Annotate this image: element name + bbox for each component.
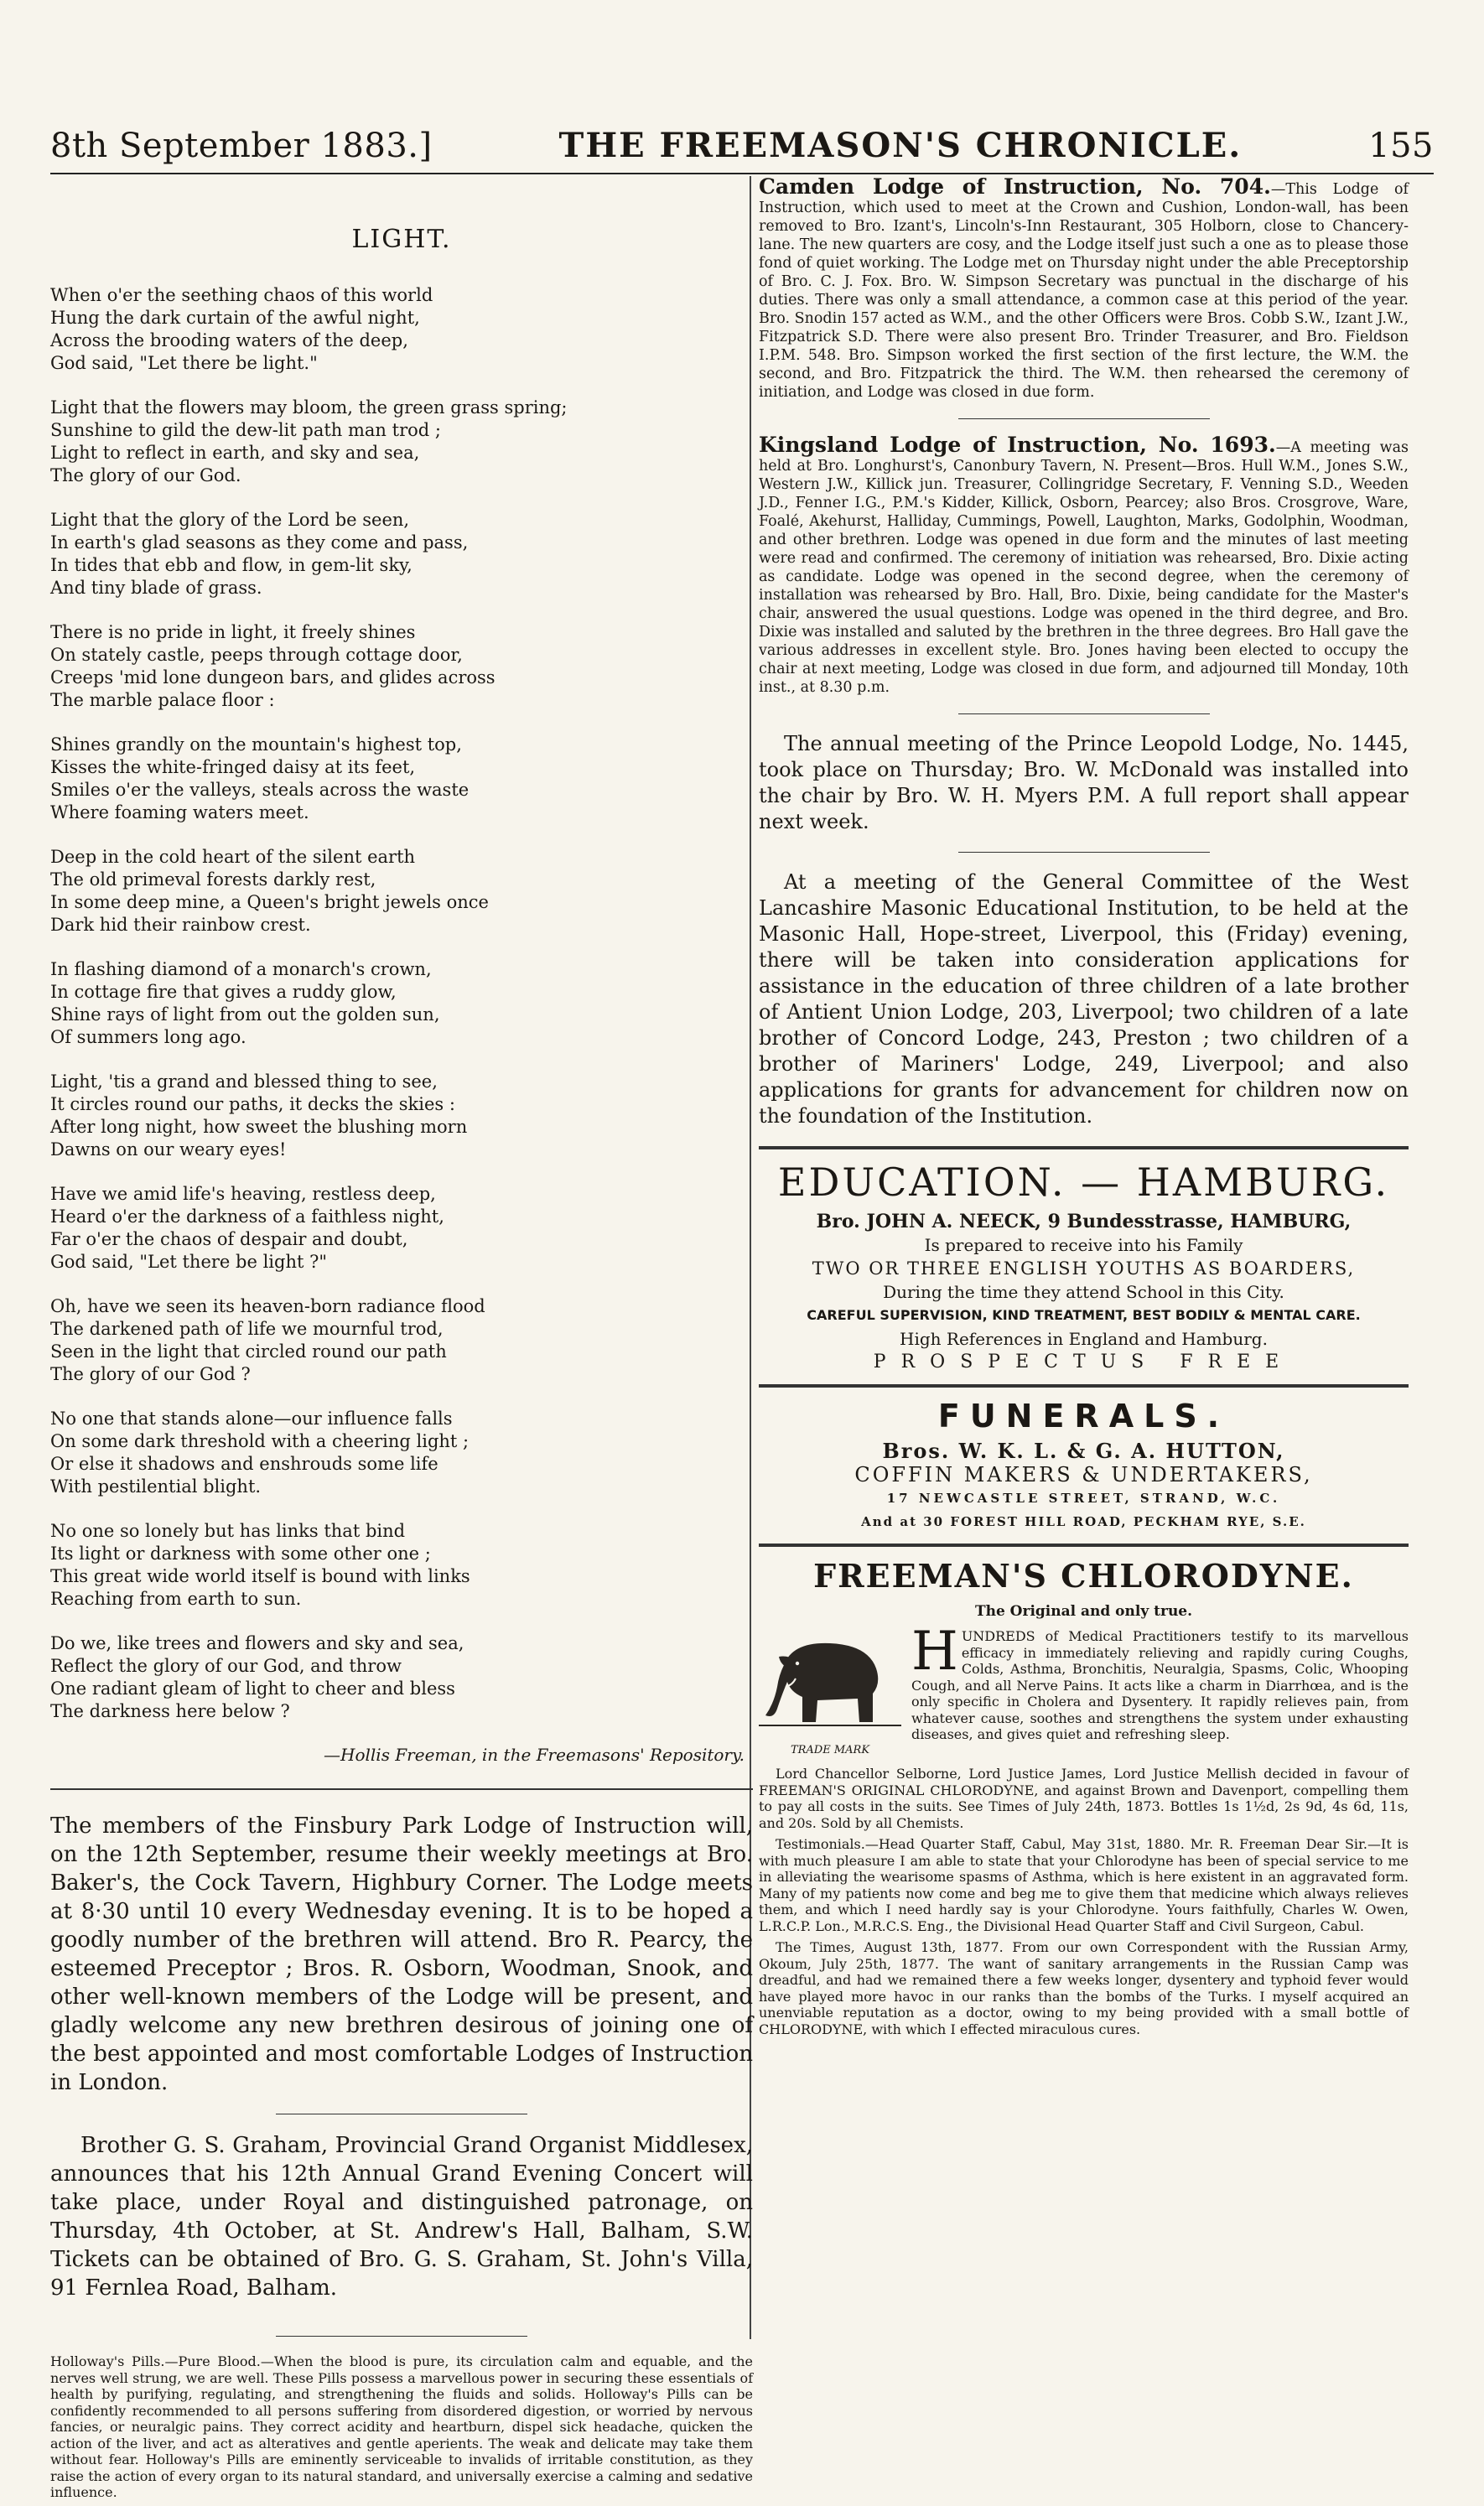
poem-stanza [50, 509, 753, 599]
funerals-title: FUNERALS. [937, 1398, 1230, 1435]
poem-line: Reaching from earth to sun. [50, 1589, 302, 1609]
poem-stanza [50, 1632, 753, 1723]
poem-line: The glory of our God ? [50, 1364, 251, 1384]
issue-date: 8th September 1883.] [50, 127, 433, 165]
elephant-trademark [759, 1632, 901, 1757]
camden-body: —This Lodge of Instruction, which used to meet at the Crown and Cushion, London-wall, has been removed to Bro. Izant's, Lincoln's-Inn Restaurant, 305 Holborn, close to Chancery-lane. The new quarters are cosy, and the Lodge itself just such a one as to please those fond of quiet working. The Lodge met on Thursday night under the able Preceptorship of Bro. C. J. Fox. Bro. W. Simpson Secretary was punctual in the discharge of his duties. There was only a small attendance, a common case at this period of the year. Bro. Snodin 157 acted as W.M., and the other Officers were Bros. Cobb S.W., Izant J.W., Fitzpatrick S.D. There were also present Bro. Trinder Treasurer, and Bro. Fieldson I.P.M. 548. Bro. Simpson worked the first section of the first lecture, the W.M. the second, and Bro. Fitzpatrick the third. The W.M. then rehearsed the ceremony of initiation, and Lodge was closed in due form. [759, 181, 1409, 401]
article-lancashire: At a meeting of the General Committee of the West Lancashire Masonic Educational Institution, to be held at the Masonic Hall, Hope-street, Liverpool, this (Friday) evening, there will be taken into consideration applications for assistance in the education of three children of a late brother of Antient Union Lodge, 203, Liverpool; two children of a late brother of Concord Lodge, 243, Preston ; two children of a brother of Mariners' Lodge, 249, Liverpool; and also applications for grants for advancement for children now on the foundation of the Institution. [759, 870, 1409, 1128]
poem-line: The darkness here below ? [50, 1701, 290, 1721]
dropcap-letter: H [911, 1621, 958, 1683]
article-camden [759, 174, 1409, 402]
poem-line: Shine rays of light from out the golden sun, [50, 1004, 440, 1025]
poem-line: Light that the flowers may bloom, the green grass spring; [50, 397, 568, 418]
ad-chlorodyne [759, 1557, 1409, 2037]
page-number: 155 [1368, 127, 1434, 165]
elephant-icon [759, 1632, 901, 1741]
poem-title: LIGHT. [351, 225, 452, 254]
education-line: During the time they attend School in this City. [883, 1282, 1284, 1302]
poem-line: The marble palace floor : [50, 690, 275, 710]
camden-heading: Camden Lodge of Instruction, No. 704. [759, 174, 1271, 199]
funerals-line: And at 30 FOREST HILL ROAD, PECKHAM RYE, S.E. [861, 1514, 1306, 1529]
running-head [50, 126, 1434, 174]
poem-stanza [50, 1408, 753, 1498]
poem-line: In flashing diamond of a monarch's crown, [50, 959, 432, 979]
funerals-line: 17 NEWCASTLE STREET, STRAND, W.C. [886, 1491, 1281, 1506]
poem-line: Light to reflect in earth, and sky and sea, [50, 443, 420, 463]
ad-funerals [759, 1398, 1409, 1533]
poem-line: Of summers long ago. [50, 1027, 246, 1047]
poem-line: God said, "Let there be light." [50, 353, 318, 373]
chlorodyne-times: The Times, August 13th, 1877. From our own Correspondent with the Russian Army, Okoum, July 25th, 1877. The want of sanitary arrangements in the Russian Camp was dreadful, and had we remained there a few weeks longer, dysentery and typhoid fever would have played more havoc in our ranks than the bombs of the Turks. I myself acquired an unenviable reputation as a doctor, owing to my being provided with a small bottle of CHLORODYNE, with which I effected miraculous cures. [759, 1939, 1409, 2037]
chlorodyne-court: Lord Chancellor Selborne, Lord Justice James, Lord Justice Mellish decided in favour of FREEMAN'S ORIGINAL CHLORODYNE, and against Brown and Davenport, compelling them to pay all costs in the suits. See Times of July 24th, 1873. Bottles 1s 1½d, 2s 9d, 4s 6d, 11s, and 20s. Sold by all Chemists. [759, 1766, 1409, 1831]
poem-line: Creeps 'mid lone dungeon bars, and glides across [50, 667, 496, 687]
poem-stanza [50, 1295, 753, 1386]
poem-line: On some dark threshold with a cheering light ; [50, 1431, 470, 1451]
article-finsbury: The members of the Finsbury Park Lodge of Instruction will, on the 12th September, resume their weekly meetings at Bro. Baker's, the Cock Tavern, Highbury Corner. The Lodge meets at 8·30 until 10 every Wednesday evening. It is to be hoped a goodly number of the brethren will attend. Bro R. Pearcy, the esteemed Preceptor ; Bros. R. Osborn, Woodman, Snook, and other well-known members of the Lodge will be present, and gladly welcome any new brethren desirous of joining one of the best appointed and most comfortable Lodges of Instruction in London. [50, 1813, 753, 2095]
chlorodyne-body-text: UNDREDS of Medical Practitioners testify to its marvellous efficacy in immediately relieving and rapidly curing Coughs, Colds, Asthma, Bronchitis, Neuralgia, Spasms, Colic, Whooping Cough, and all Nerve Pains. It acts like a charm in Diarrhœa, and is the only specific in Cholera and Dysentery. It rapidly relieves pain, from whatever cause, soothes and strengthens the system under exhausting diseases, and gives quiet and refreshing sleep. [911, 1628, 1409, 1742]
education-line: TWO OR THREE ENGLISH YOUTHS AS BOARDERS, [812, 1258, 1356, 1279]
poem-stanza [50, 397, 753, 487]
advert-holloway: Holloway's Pills.—Pure Blood.—When the blood is pure, its circulation calm and equable, and the nerves well strung, we are well. These Pills possess a marvellous power in securing these essentials of health by purifying, regulating, and strengthening the fluids and solids. Holloway's Pills can be confidently recommended to all persons suffering from disordered digestion, or worried by nervous fancies, or neuralgic pains. They correct acidity and heartburn, dispel sick headache, quicken the action of the liver, and act as alteratives and gentle aperients. The weak and delicate may take them without fear. Holloway's Pills are eminently serviceable to invalids of irritable constitution, as they raise the action of every organ to its natural standard, and universally exercise a calming and sedative influence. [50, 2353, 753, 2500]
education-line: Is prepared to receive into his Family [924, 1235, 1243, 1255]
left-column [50, 178, 753, 2506]
poem-line: It circles round our paths, it decks the skies : [50, 1094, 455, 1114]
article-leopold: The annual meeting of the Prince Leopold Lodge, No. 1445, took place on Thursday; Bro. W. McDonald was installed into the chair by Bro. W. H. Myers P.M. A full report shall appear next week. [759, 732, 1409, 833]
poem-line: In tides that ebb and flow, in gem-lit sky, [50, 555, 413, 575]
poem-stanza [50, 284, 753, 375]
short-rule [958, 418, 1210, 419]
poem-stanza [50, 1071, 753, 1161]
poem-line: With pestilential blight. [50, 1476, 262, 1497]
poem-line: Across the brooding waters of the deep, [50, 330, 408, 350]
poem-body [50, 284, 753, 1723]
poem-line: In some deep mine, a Queen's bright jewels once [50, 892, 489, 912]
poem-line: Reflect the glory of our God, and throw [50, 1656, 402, 1676]
funerals-line: COFFIN MAKERS & UNDERTAKERS, [854, 1463, 1313, 1486]
poem-line: No one so lonely but has links that bind [50, 1521, 406, 1541]
poem-line: No one that stands alone—our influence falls [50, 1409, 453, 1429]
poem-line: Do we, like trees and flowers and sky and sea, [50, 1633, 464, 1653]
article-graham: Brother G. S. Graham, Provincial Grand Organist Middlesex, announces that his 12th Annual Grand Evening Concert will take place, under Royal and distinguished patronage, on Thursday, 4th October, at St. Andrew's Hall, Balham, S.W. Tickets can be obtained of Bro. G. S. Graham, St. John's Villa, 91 Fernlea Road, Balham. [50, 2133, 753, 2301]
poem-line: God said, "Let there be light ?" [50, 1252, 328, 1272]
poem-line: Dawns on our weary eyes! [50, 1139, 287, 1160]
article-kingsland [759, 433, 1409, 697]
poem-line: Oh, have we seen its heaven-born radiance flood [50, 1296, 485, 1316]
chlorodyne-subtitle: The Original and only true. [974, 1603, 1193, 1620]
kingsland-heading: Kingsland Lodge of Instruction, No. 1693. [759, 433, 1276, 457]
ad-rule [759, 1384, 1409, 1388]
poem-line: Heard o'er the darkness of a faithless night, [50, 1206, 444, 1227]
chlorodyne-testimonial: Testimonials.—Head Quarter Staff, Cabul, May 31st, 1880. Mr. R. Freeman Dear Sir.—It is with much pleasure I am able to state that your Chlorodyne has been of special service to me in alleviating the wearisome spasms of Asthma, which is here existent in an aggravated form. Many of my patients now come and beg me to give them that medicine which always relieves them, and which I need hardly say is your Chlorodyne. Yours faithfully, Charles W. Owen, L.R.C.P. Lon., M.R.C.S. Eng., the Divisional Head Quarter Staff and Civil Surgeon, Cabul. [759, 1836, 1409, 1934]
newspaper-title: THE FREEMASON'S CHRONICLE. [558, 126, 1243, 165]
poem-line: After long night, how sweet the blushing morn [50, 1117, 468, 1137]
education-line: PROSPECTUS FREE [873, 1352, 1295, 1372]
education-line: CAREFUL SUPERVISION, KIND TREATMENT, BEST BODILY & MENTAL CARE. [807, 1307, 1361, 1323]
poem-line: Its light or darkness with some other one ; [50, 1544, 431, 1564]
poem-line: The glory of our God. [50, 465, 241, 485]
poem-line: Hung the dark curtain of the awful night, [50, 308, 420, 328]
poem-line: In earth's glad seasons as they come and pass, [50, 532, 469, 553]
poem-line: On stately castle, peeps through cottage door, [50, 645, 463, 665]
education-title: EDUCATION. — HAMBURG. [777, 1160, 1390, 1205]
chlorodyne-title: FREEMAN'S CHLORODYNE. [813, 1557, 1354, 1595]
poem-stanza [50, 734, 753, 824]
funerals-line: Bros. W. K. L. & G. A. HUTTON, [882, 1439, 1285, 1463]
short-rule [958, 852, 1210, 853]
poem-stanza [50, 1520, 753, 1611]
poem-line: One radiant gleam of light to cheer and bless [50, 1678, 455, 1699]
education-line: Bro. JOHN A. NEECK, 9 Bundesstrasse, HAMBURG, [816, 1211, 1352, 1232]
right-column [759, 174, 1409, 2042]
poem-line: When o'er the seething chaos of this world [50, 285, 433, 305]
section-rule [50, 1788, 753, 1790]
kingsland-body: —A meeting was held at Bro. Longhurst's, Canonbury Tavern, N. Present—Bros. Hull W.M., Jones S.W., Western J.W., Killick jun. Treasurer, Collingridge Secretary, F. Venning S.D., Weeden J.D., Fenner I.G., P.M.'s Kidder, Killick, Osborn, Pearcey; also Bros. Crosgrove, Ware, Foalé, Akehurst, Halliday, Cummings, Powell, Laughton, Marks, Godolphin, Woodman, and other brethren. Lodge was opened in due form and the minutes of last meeting were read and confirmed. The ceremony of initiation was rehearsed, Bro. Dixie acting as candidate. Lodge was opened in the second degree, when the ceremony of installation was rehearsed by Bro. Hall, Bro. Dixie, being candidate for the Master's chair, answered the usual questions. Lodge was opened in the third degree, and Bro. Dixie was installed and saluted by the brethren in the three degrees. Bro Hall gave the various addresses in excellent style. Bro. Jones having been elected to occupy the chair at next meeting, Lodge was closed in due form, and adjourned till Monday, 10th inst., at 8.30 p.m. [759, 439, 1409, 696]
poem-stanza [50, 958, 753, 1049]
poem-line: Or else it shadows and enshrouds some life [50, 1454, 438, 1474]
short-rule [276, 2336, 527, 2337]
poem-stanza [50, 621, 753, 712]
poem-line: Smiles o'er the valleys, steals across the waste [50, 780, 470, 800]
poem-stanza [50, 1183, 753, 1274]
poem-line: Shines grandly on the mountain's highest top, [50, 734, 462, 755]
poem-line: Where foaming waters meet. [50, 802, 309, 822]
poem-line: Seen in the light that circled round our path [50, 1341, 447, 1362]
poem-line: Far o'er the chaos of despair and doubt, [50, 1229, 408, 1249]
ad-rule [759, 1146, 1409, 1149]
poem-stanza [50, 846, 753, 937]
poem-line: The old primeval forests darkly rest, [50, 869, 376, 890]
poem-line: Have we amid life's heaving, restless deep, [50, 1184, 436, 1204]
poem-line: This great wide world itself is bound with links [50, 1566, 470, 1586]
poem-line: Kisses the white-fringed daisy at its feet, [50, 757, 416, 777]
poem-line: Light, 'tis a grand and blessed thing to see, [50, 1071, 438, 1092]
trademark-label: TRADE MARK [790, 1744, 870, 1756]
ad-rule [759, 1544, 1409, 1547]
poem-attribution: —Hollis Freeman, in the Freemasons' Repository. [324, 1745, 745, 1765]
ad-education [759, 1160, 1409, 1374]
poem-line: Deep in the cold heart of the silent earth [50, 847, 416, 867]
poem-line: Light that the glory of the Lord be seen, [50, 510, 410, 530]
poem-line: The darkened path of life we mournful trod, [50, 1319, 444, 1339]
poem-line: There is no pride in light, it freely shines [50, 622, 416, 642]
poem-line: Sunshine to gild the dew-lit path man trod ; [50, 420, 441, 440]
education-line: High References in England and Hamburg. [900, 1329, 1268, 1349]
poem-line: And tiny blade of grass. [50, 578, 262, 598]
short-rule [958, 713, 1210, 714]
poem-line: Dark hid their rainbow crest. [50, 915, 311, 935]
poem-line: In cottage fire that gives a ruddy glow, [50, 982, 397, 1002]
